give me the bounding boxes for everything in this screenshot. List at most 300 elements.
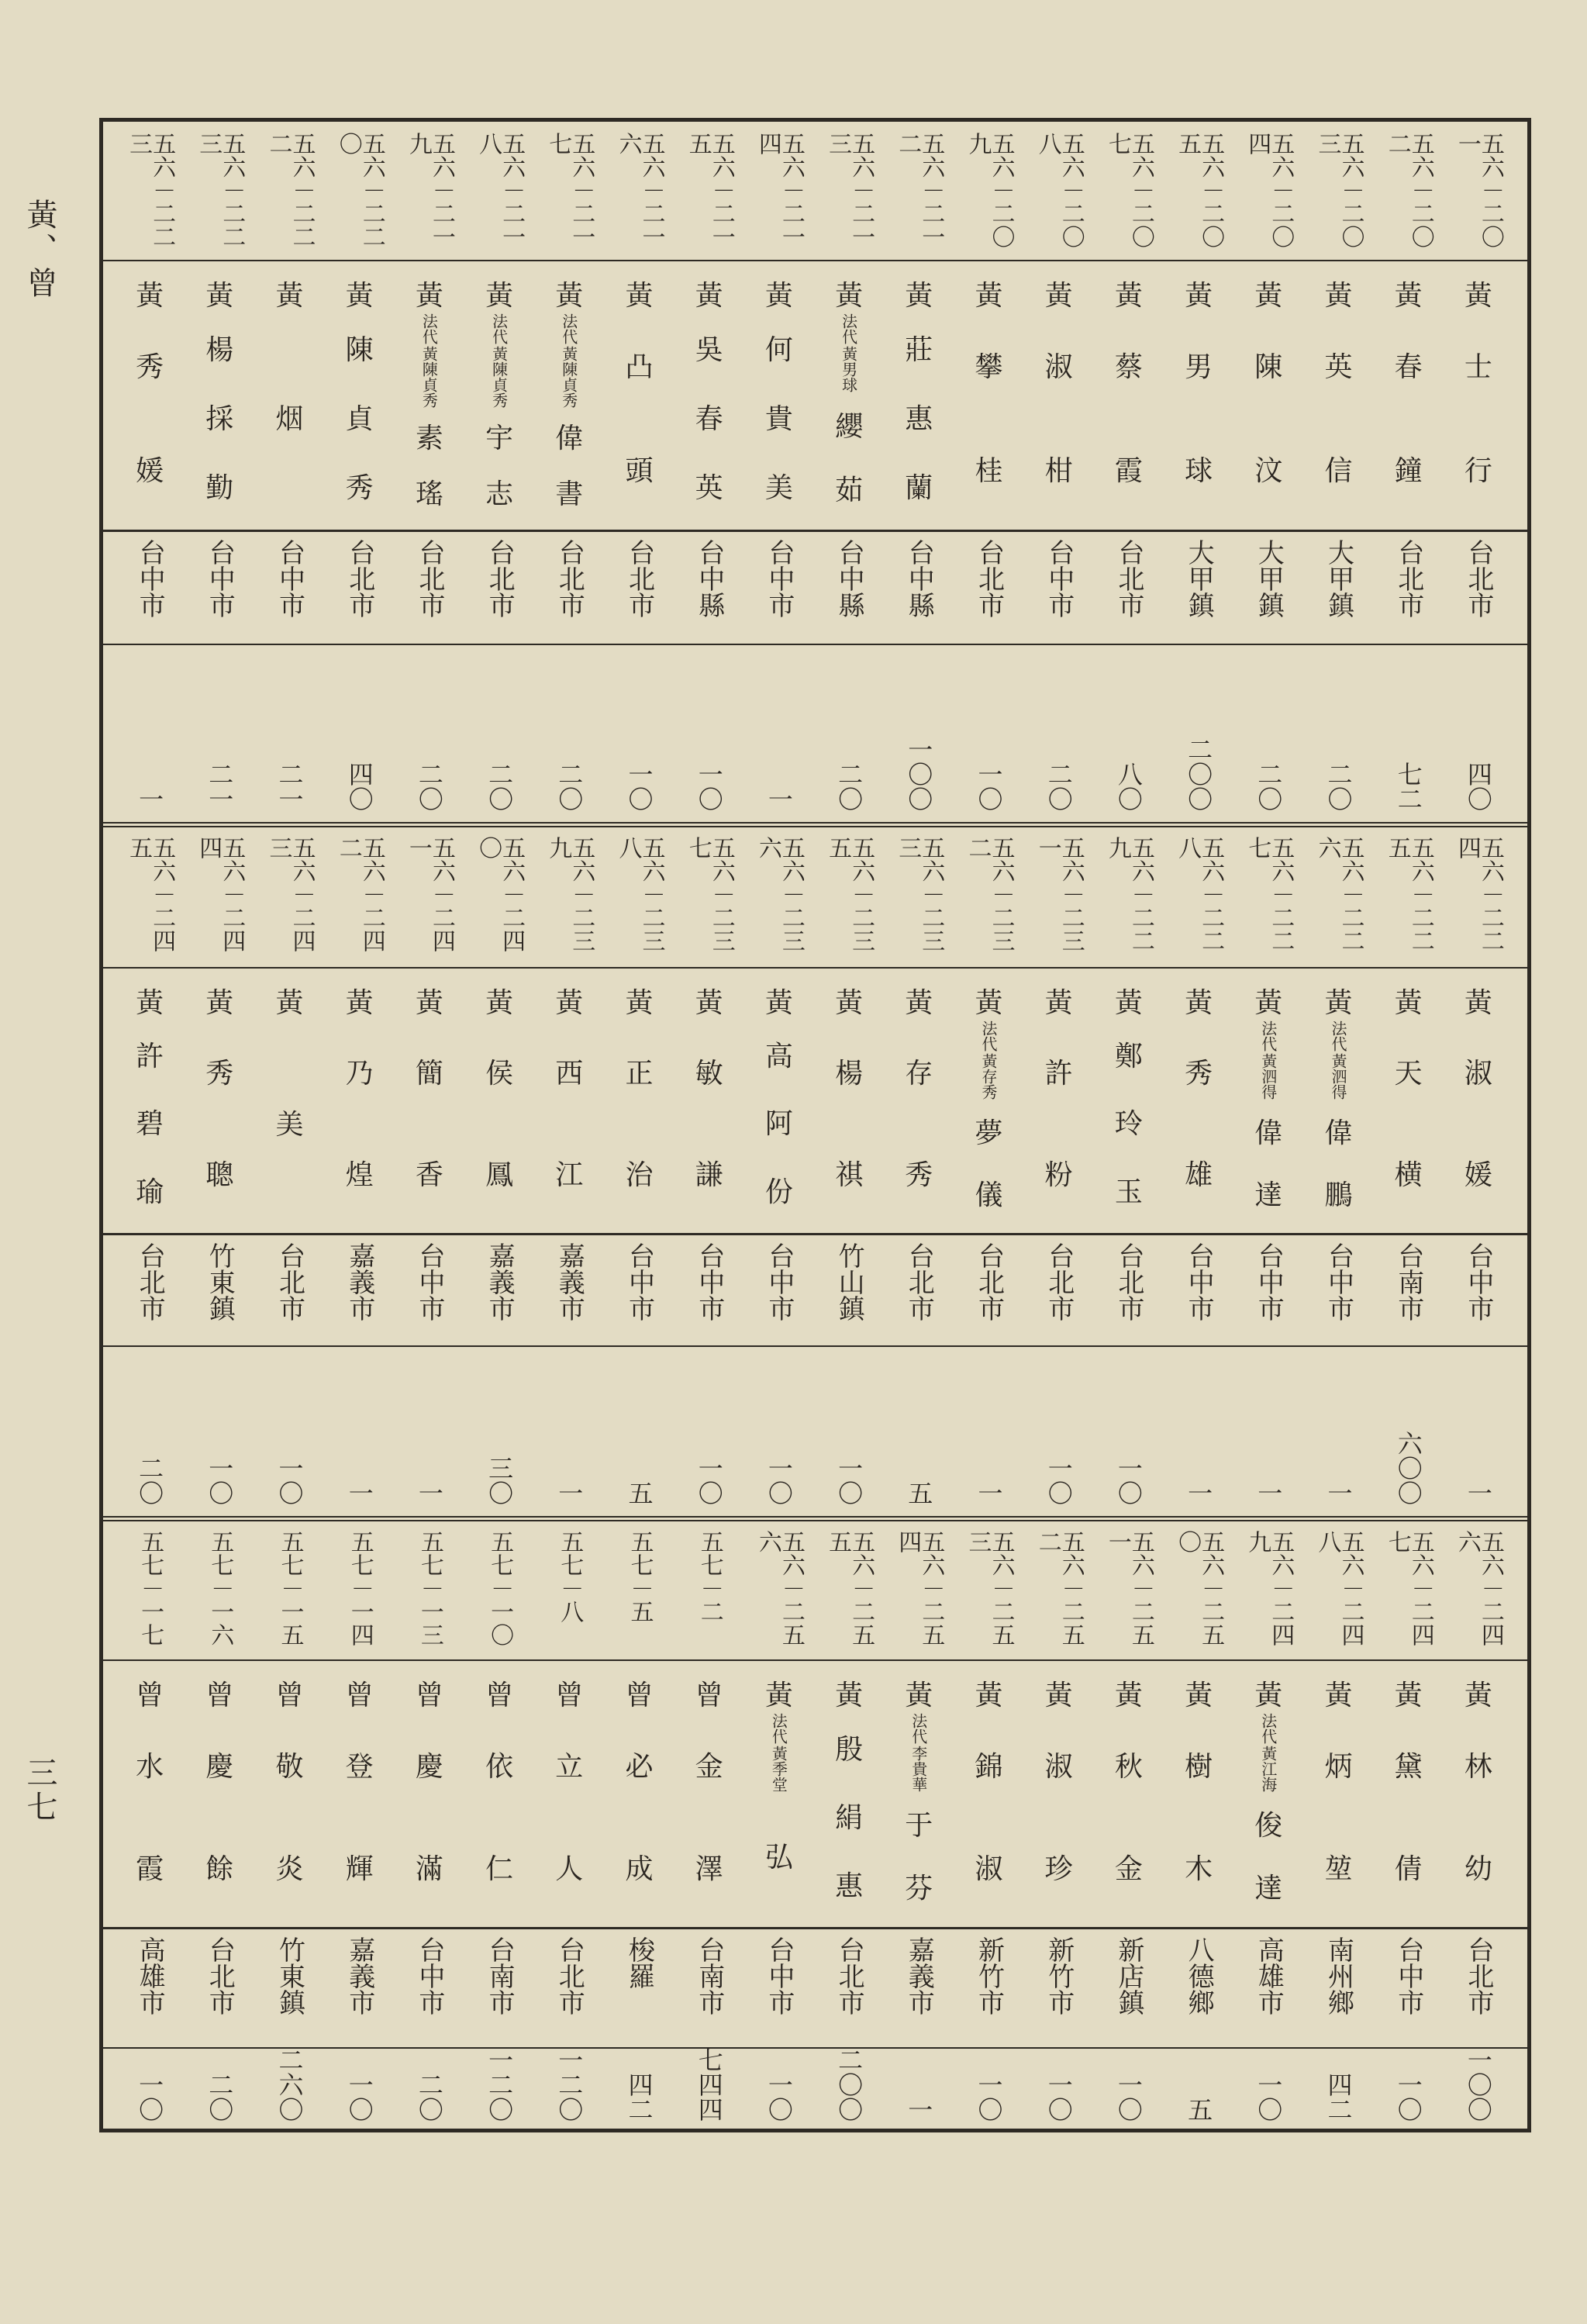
- given-char: 殷: [835, 1733, 864, 1766]
- region-text: 大甲鎮: [1183, 539, 1215, 618]
- page-number: 三七: [22, 1756, 57, 1825]
- amount-text: 二〇: [414, 761, 444, 811]
- given-char: 澤: [695, 1853, 723, 1885]
- given-char: 弘: [764, 1841, 793, 1873]
- donor-surname: 黃: [1254, 280, 1283, 312]
- given-char: 惠: [905, 403, 933, 435]
- donation-amount: [115, 1345, 185, 1505]
- donor-name: [954, 976, 1023, 1224]
- donor-region: [534, 539, 604, 644]
- donor-region: [325, 539, 395, 644]
- row-divider: [99, 822, 1531, 827]
- entry-code: [1024, 132, 1094, 260]
- entry-code-text: 五七－一七: [136, 1530, 164, 1646]
- proxy-label: 法代: [419, 313, 439, 344]
- given-char: 夢: [975, 1117, 1003, 1149]
- amount-text: 二一: [274, 761, 305, 811]
- entry-code: [115, 132, 185, 260]
- donor-name: [1233, 976, 1303, 1224]
- entry-code: [674, 1530, 744, 1659]
- region-text: 嘉義市: [343, 1242, 375, 1321]
- given-char: 份: [764, 1176, 793, 1208]
- given-char: 桂: [975, 454, 1003, 487]
- proxy-note: [1258, 1020, 1280, 1100]
- donation-amount: [1444, 1345, 1513, 1505]
- entry-code-text: 五六－二二九: [1103, 836, 1154, 952]
- entry-code: [884, 836, 954, 967]
- donor-surname: 黃: [205, 987, 234, 1019]
- donor-name: [254, 1669, 324, 1918]
- donor-name: [185, 1669, 254, 1918]
- given-char: 絹: [835, 1801, 864, 1834]
- amount-text: 五: [1184, 2097, 1214, 2122]
- region-text: 台中市: [413, 1936, 445, 2015]
- donation-amount: [604, 644, 674, 811]
- donor-name: [1164, 1669, 1233, 1918]
- amount-text: 一〇〇: [904, 737, 934, 811]
- donation-amount: [814, 2047, 884, 2122]
- region-text: 台中市: [204, 539, 236, 618]
- row-divider: [99, 260, 1531, 261]
- proxy-name: 黃泗得: [1258, 1053, 1278, 1100]
- region-text: 台中市: [1253, 1242, 1285, 1321]
- donation-amount: [744, 1345, 814, 1505]
- donor-region: [185, 1936, 254, 2047]
- donor-region: [954, 539, 1023, 644]
- given-char: 蔡: [1114, 351, 1143, 384]
- entry-code: [325, 836, 395, 967]
- donor-name: [1374, 976, 1444, 1224]
- donor-region: [674, 539, 744, 644]
- donor-surname: 黃: [764, 987, 793, 1019]
- amount-text: 一〇〇: [1463, 2047, 1493, 2122]
- amount-text: 一〇: [1113, 2072, 1144, 2122]
- entry-code: [954, 132, 1023, 260]
- donor-region: [884, 1936, 954, 2047]
- given-char: 聰: [205, 1159, 234, 1191]
- donation-amount: [1164, 1345, 1233, 1505]
- entry-code-text: 五六－二一八: [474, 132, 526, 248]
- region-text: 高雄市: [1253, 1936, 1285, 2015]
- given-char: 汶: [1254, 454, 1283, 487]
- donation-amount: [1094, 644, 1164, 811]
- proxy-name: 黃江海: [1258, 1746, 1278, 1792]
- donor-region: [954, 1242, 1023, 1345]
- region-text: 台北市: [1113, 539, 1144, 618]
- donation-amount: [1024, 1345, 1094, 1505]
- entry-code-text: 五七－一〇: [486, 1530, 514, 1646]
- given-char: 登: [345, 1750, 374, 1783]
- donor-surname: 黃: [905, 987, 933, 1019]
- donor-given-name: [695, 1020, 723, 1224]
- donation-amount: [744, 2047, 814, 2122]
- amount-text: 二一: [205, 761, 235, 811]
- donor-region: [254, 1936, 324, 2047]
- entry-code: [1444, 132, 1513, 260]
- donor-region: [534, 1936, 604, 2047]
- given-char: 凸: [625, 351, 654, 384]
- entry-code-text: 五六－二四六: [1453, 1530, 1504, 1646]
- entry-code: [534, 836, 604, 967]
- proxy-note: [978, 1020, 1000, 1100]
- donation-amount: [1094, 2047, 1164, 2122]
- donor-name: [744, 1669, 814, 1918]
- given-char: 仁: [485, 1853, 514, 1885]
- region-text: 台北市: [484, 539, 516, 618]
- donation-amount: [1024, 644, 1094, 811]
- donor-region: [604, 1242, 674, 1345]
- entry-code: [464, 836, 534, 967]
- donor-region: [954, 1936, 1023, 2047]
- given-char: 謙: [695, 1159, 723, 1191]
- region-text: 台北市: [343, 539, 375, 618]
- given-char: 許: [1044, 1058, 1073, 1089]
- amount-text: 二〇: [1254, 761, 1284, 811]
- entry-code-text: 五六－二一四: [754, 132, 805, 248]
- donation-amount: [254, 1345, 324, 1505]
- proxy-name: 黃季堂: [769, 1746, 788, 1792]
- entry-code-text: 五六－二二二: [264, 132, 316, 248]
- donor-name: [674, 1669, 744, 1918]
- donor-given-name: [416, 1713, 443, 1918]
- donor-region: [1164, 1242, 1233, 1345]
- entry-code-text: 五六－二一九: [404, 132, 455, 248]
- donor-region: [395, 539, 464, 644]
- amount-text: 一〇: [1044, 2072, 1074, 2122]
- donor-region: [254, 539, 324, 644]
- entry-code-text: 五六－二四二: [334, 836, 385, 952]
- donor-region: [115, 1242, 185, 1345]
- donor-region: [744, 539, 814, 644]
- given-char: 錦: [975, 1750, 1003, 1783]
- donor-given-name: [275, 313, 303, 520]
- donor-name: [185, 269, 254, 520]
- donation-amount: [814, 644, 884, 811]
- amount-text: 二〇: [485, 761, 515, 811]
- donor-region: [1233, 539, 1303, 644]
- entry-code-text: 五七－一四: [346, 1530, 374, 1646]
- donor-given-name: [205, 1713, 233, 1918]
- region-text: 新店鎮: [1113, 1936, 1144, 2015]
- donor-region: [1303, 1242, 1373, 1345]
- given-char: 水: [136, 1750, 164, 1783]
- region-text: 嘉義市: [554, 1242, 585, 1321]
- entry-code: [464, 132, 534, 260]
- donor-surname: 黃: [625, 280, 654, 312]
- donor-name: [1094, 976, 1164, 1224]
- donor-surname: 黃: [275, 987, 304, 1019]
- donation-amount: [674, 644, 744, 811]
- given-char: 淑: [1044, 1750, 1073, 1783]
- given-char: 素: [415, 422, 443, 454]
- entry-code-text: 五六－二五四: [894, 1530, 945, 1646]
- donation-amount: [325, 1345, 395, 1505]
- amount-text: 一〇: [1113, 1456, 1144, 1505]
- donor-region: [1303, 1936, 1373, 2047]
- donor-given-name: [625, 1713, 653, 1918]
- given-char: 侯: [485, 1058, 514, 1089]
- region-text: 台北市: [554, 539, 585, 618]
- row-divider: [99, 1233, 1531, 1235]
- given-char: 媛: [1464, 1159, 1492, 1191]
- donor-name: [464, 976, 534, 1224]
- donation-amount: [254, 644, 324, 811]
- given-char: 正: [625, 1058, 654, 1089]
- given-char: 炎: [275, 1853, 304, 1885]
- region-text: 台中市: [763, 1936, 795, 2015]
- donor-region: [115, 1936, 185, 2047]
- amount-text: 五: [624, 1480, 654, 1505]
- region-text: 梭羅: [623, 1936, 655, 1989]
- donor-surname: 黃: [136, 280, 164, 312]
- given-char: 球: [1185, 454, 1213, 487]
- donation-amount: [395, 2047, 464, 2122]
- entry-code-text: 五六－二五〇: [1174, 1530, 1225, 1646]
- amount-text: 一〇: [834, 1456, 864, 1505]
- entry-code: [254, 132, 324, 260]
- region-text: 八德鄉: [1183, 1936, 1215, 2015]
- entry-code-text: 五六－二三八: [614, 836, 665, 952]
- entry-code: [534, 1530, 604, 1659]
- donor-given-name: [1465, 1713, 1492, 1918]
- donor-given-name: [485, 1713, 513, 1918]
- given-char: 黛: [1394, 1750, 1423, 1783]
- donor-region: [254, 1242, 324, 1345]
- donation-amount: [604, 1345, 674, 1505]
- donor-given-name: [975, 313, 1002, 520]
- donation-amount: [115, 2047, 185, 2122]
- donation-amount: [884, 1345, 954, 1505]
- entry-code-text: 五六－二五五: [824, 1530, 875, 1646]
- donor-region: [325, 1242, 395, 1345]
- given-char: 秀: [205, 1058, 234, 1089]
- donor-given-name: [1395, 1020, 1423, 1224]
- amount-text: 三〇: [485, 1456, 515, 1505]
- donor-surname: 黃: [1185, 1680, 1213, 1711]
- amount-text: 一: [554, 1480, 585, 1505]
- amount-text: 八〇: [1113, 761, 1144, 811]
- entry-code-text: 五六－二三三: [894, 836, 945, 952]
- donor-region: [814, 1242, 884, 1345]
- donation-amount: [1233, 2047, 1303, 2122]
- donor-region: [1024, 1936, 1094, 2047]
- given-char: 攀: [975, 351, 1003, 384]
- given-char: 俊: [1254, 1810, 1283, 1842]
- entry-code: [744, 836, 814, 967]
- donor-surname: 曾: [136, 1680, 164, 1711]
- donor-surname: 黃: [625, 987, 654, 1019]
- entry-code-text: 五七－二: [695, 1530, 723, 1623]
- row-divider: [99, 1516, 1531, 1521]
- given-char: 滿: [415, 1853, 443, 1885]
- donation-amount: [534, 644, 604, 811]
- donor-name: [325, 1669, 395, 1918]
- donation-amount: [1374, 2047, 1444, 2122]
- given-char: 楊: [205, 334, 234, 366]
- region-text: 台北市: [413, 539, 445, 618]
- donor-given-name: [1465, 1020, 1492, 1224]
- given-char: 于: [905, 1810, 933, 1842]
- given-char: 淑: [1044, 351, 1073, 384]
- donor-given-name: [1115, 313, 1143, 520]
- given-char: 士: [1464, 351, 1492, 384]
- donation-amount: [1444, 2047, 1513, 2122]
- donor-surname: 黃: [1044, 1680, 1073, 1711]
- given-char: 淑: [1464, 1058, 1492, 1089]
- given-char: 香: [415, 1159, 443, 1191]
- entry-code-text: 五六－二二八: [1174, 836, 1225, 952]
- donor-given-name: [1045, 1713, 1073, 1918]
- given-char: 貴: [764, 403, 793, 435]
- given-char: 輝: [345, 1853, 374, 1885]
- region-text: 嘉義市: [903, 1936, 935, 2015]
- given-char: 偉: [555, 422, 584, 454]
- donor-surname: 曾: [275, 1680, 304, 1711]
- entry-code: [1303, 132, 1373, 260]
- donor-name: [1233, 269, 1303, 520]
- entry-code-text: 五六－二三七: [684, 836, 735, 952]
- region-text: 台北市: [973, 539, 1005, 618]
- proxy-name: 黃陳貞秀: [489, 346, 509, 408]
- donor-region: [1374, 1242, 1444, 1345]
- donation-amount: [464, 1345, 534, 1505]
- donor-surname: 黃: [275, 280, 304, 312]
- entry-code-text: 五六－二四五: [125, 836, 176, 952]
- entry-code: [674, 132, 744, 260]
- donation-amount: [744, 644, 814, 811]
- region-text: 新竹市: [1043, 1936, 1075, 2015]
- donor-given-name: [555, 1713, 583, 1918]
- entry-code: [744, 1530, 814, 1659]
- amount-text: 二〇: [1044, 761, 1074, 811]
- proxy-label: 法代: [769, 1713, 788, 1744]
- entry-code: [954, 836, 1023, 967]
- donor-region: [604, 539, 674, 644]
- proxy-name: 李貴華: [909, 1746, 928, 1792]
- donor-surname: 黃: [555, 987, 584, 1019]
- donor-name: [744, 269, 814, 520]
- donor-name: [1233, 1669, 1303, 1918]
- given-char: 横: [1394, 1159, 1423, 1191]
- donation-amount: [464, 644, 534, 811]
- proxy-label: 法代: [1328, 1020, 1347, 1051]
- region-text: 台中縣: [693, 539, 725, 618]
- given-char: 美: [764, 472, 793, 504]
- donor-region: [604, 1936, 674, 2047]
- donor-given-name: [905, 1792, 933, 1918]
- donor-surname: 黃: [1464, 280, 1492, 312]
- given-char: 鄭: [1114, 1041, 1143, 1073]
- donor-region: [1094, 1242, 1164, 1345]
- donor-name: [115, 269, 185, 520]
- donor-region: [395, 1936, 464, 2047]
- amount-text: 二〇〇: [834, 2047, 864, 2122]
- donor-given-name: [835, 392, 863, 520]
- entry-code-text: 五六－二三二: [964, 836, 1015, 952]
- given-char: 烟: [275, 403, 304, 435]
- given-char: 霞: [136, 1853, 164, 1885]
- amount-text: 一: [135, 786, 165, 811]
- donor-surname: 黃: [764, 280, 793, 312]
- given-char: 祺: [835, 1159, 864, 1191]
- donor-name: [185, 976, 254, 1224]
- given-char: 金: [1114, 1853, 1143, 1885]
- entry-code-text: 五七－一六: [206, 1530, 234, 1646]
- donation-amount: [954, 2047, 1023, 2122]
- given-char: 西: [555, 1058, 584, 1089]
- donor-surname: 黃: [1394, 1680, 1423, 1711]
- donation-amount: [185, 644, 254, 811]
- entry-code: [1094, 1530, 1164, 1659]
- proxy-label: 法代: [978, 1020, 998, 1051]
- entry-code-text: 五六－二四九: [1244, 1530, 1295, 1646]
- given-char: 信: [1324, 454, 1353, 487]
- proxy-note: [768, 1713, 790, 1792]
- amount-text: 七四四: [694, 2047, 724, 2122]
- amount-text: 一〇: [1254, 2072, 1284, 2122]
- donation-amount: [814, 1345, 884, 1505]
- row-divider: [99, 1659, 1531, 1661]
- amount-text: 一二〇: [485, 2047, 515, 2122]
- proxy-label: 法代: [909, 1713, 928, 1744]
- entry-code: [1024, 836, 1094, 967]
- donor-given-name: [835, 1713, 863, 1918]
- donation-amount: [1094, 1345, 1164, 1505]
- donor-given-name: [1185, 1713, 1213, 1918]
- donor-region: [744, 1242, 814, 1345]
- donor-name: [744, 976, 814, 1224]
- entry-code-text: 五六－二一七: [544, 132, 595, 248]
- region-text: 台中市: [1043, 539, 1075, 618]
- donor-surname: 黃: [905, 280, 933, 312]
- donor-given-name: [346, 313, 374, 520]
- entry-code-text: 五六－二二五: [1383, 836, 1434, 952]
- donation-amount: [1164, 644, 1233, 811]
- region-text: 竹東鎮: [204, 1242, 236, 1321]
- donation-amount: [395, 644, 464, 811]
- amount-text: 二〇〇: [1184, 737, 1214, 811]
- donor-given-name: [695, 1713, 723, 1918]
- given-char: 江: [555, 1159, 584, 1191]
- region-text: 台北市: [274, 1242, 305, 1321]
- given-char: 媛: [136, 454, 164, 487]
- entry-code-text: 五六－二二三: [125, 132, 176, 248]
- donor-surname: 黃: [1114, 1680, 1143, 1711]
- amount-text: 一: [764, 786, 794, 811]
- donor-surname: 黃: [345, 280, 374, 312]
- given-char: 依: [485, 1750, 514, 1783]
- entry-code: [254, 836, 324, 967]
- entry-code: [604, 132, 674, 260]
- entry-code: [115, 1530, 185, 1659]
- region-text: 台南市: [484, 1936, 516, 2015]
- proxy-name: 黃陳貞秀: [419, 346, 439, 408]
- amount-text: 一〇: [694, 761, 724, 811]
- donor-surname: 黃: [764, 1680, 793, 1711]
- entry-code-text: 五六－二五二: [1033, 1530, 1085, 1646]
- given-char: 偉: [1324, 1117, 1353, 1149]
- given-char: 成: [625, 1853, 654, 1885]
- donor-name: [1303, 1669, 1373, 1918]
- entry-code: [464, 1530, 534, 1659]
- donor-given-name: [275, 1713, 303, 1918]
- given-char: 英: [695, 472, 723, 504]
- donation-amount: [185, 1345, 254, 1505]
- donor-surname: 黃: [1114, 987, 1143, 1019]
- donor-region: [185, 539, 254, 644]
- donor-surname: 黃: [1324, 1680, 1353, 1711]
- donation-amount: [534, 2047, 604, 2122]
